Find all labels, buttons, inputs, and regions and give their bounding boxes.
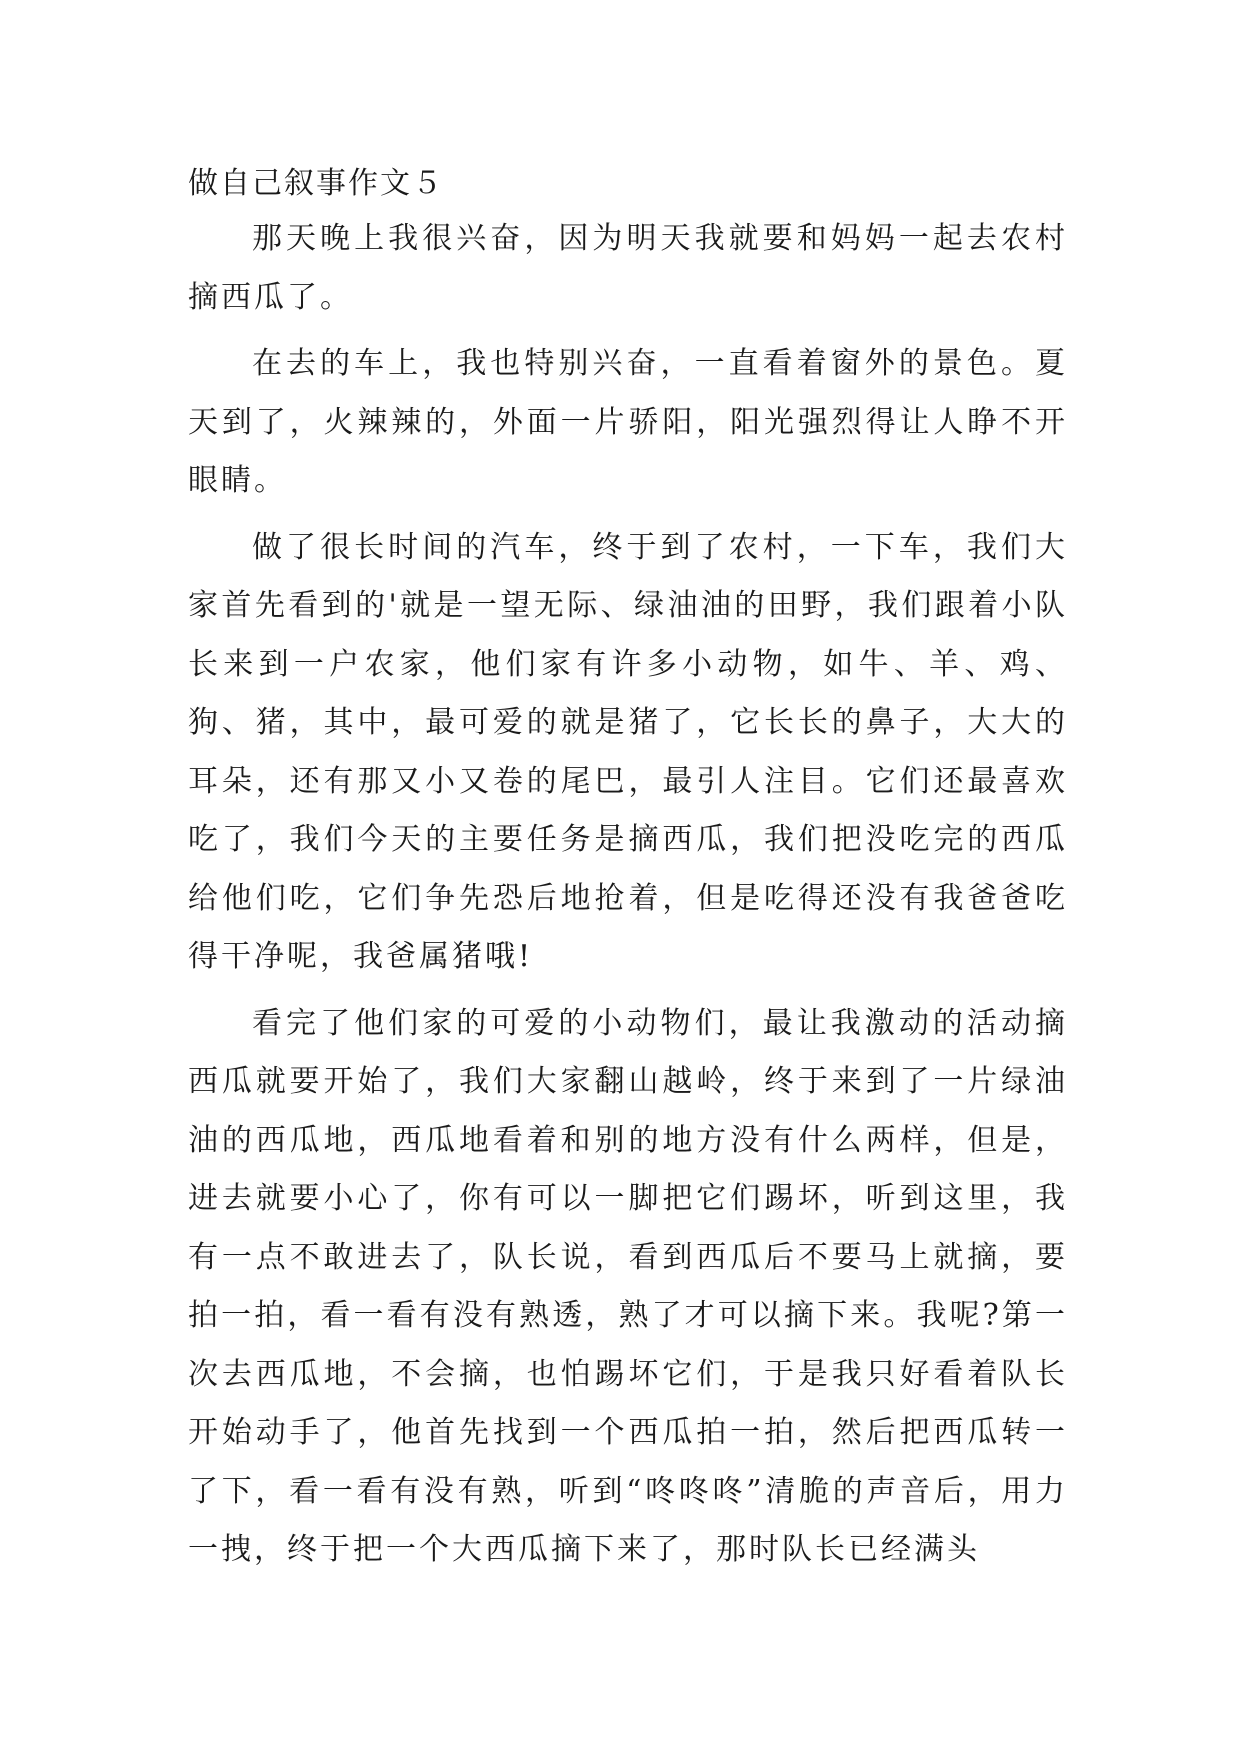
paragraph-3: 做了很长时间的汽车，终于到了农村，一下车，我们大家首先看到的'就是一望无际、绿油油的田野，我们跟着小队长来到一户农家，他们家有许多小动物，如牛、羊、鸡、狗、猪，其中，最可爱的就是猪了，它长长的鼻子，大大的耳朵，还有那又小又卷的尾巴，最引人注目。它们还最喜欢吃了，我们今天的主要任务是摘西瓜，我们把没吃完的西瓜给他们吃，它们争先恐后地抢着，但是吃得还没有我爸爸吃得干净呢，我爸属猪哦! — [188, 529, 1068, 974]
paragraph-2: 在去的车上，我也特别兴奋，一直看着窗外的景色。夏天到了，火辣辣的，外面一片骄阳，阳光强烈得让人睁不开眼睛。 — [188, 346, 1068, 498]
document-body — [188, 160, 1068, 1580]
paragraph-4: 看完了他们家的可爱的小动物们，最让我激动的活动摘西瓜就要开始了，我们大家翻山越岭，终于来到了一片绿油油的西瓜地，西瓜地看着和别的地方没有什么两样，但是，进去就要小心了，你有可以一脚把它们踢坏，听到这里，我有一点不敢进去了，队长说，看到西瓜后不要马上就摘，要拍一拍，看一看有没有熟透，熟了才可以摘下来。我呢?第一次去西瓜地，不会摘，也怕踢坏它们，于是我只好看着队长开始动手了，他首先找到一个西瓜拍一拍，然后把西瓜转一了下，看一看有没有熟，听到“咚咚咚”清脆的声音后，用力一拽，终于把一个大西瓜摘下来了，那时队长已经满头 — [188, 1005, 1068, 1567]
paragraph-1: 那天晚上我很兴奋，因为明天我就要和妈妈一起去农村摘西瓜了。 — [188, 221, 1068, 315]
document-title: 做自己叙事作文５ — [188, 166, 444, 201]
